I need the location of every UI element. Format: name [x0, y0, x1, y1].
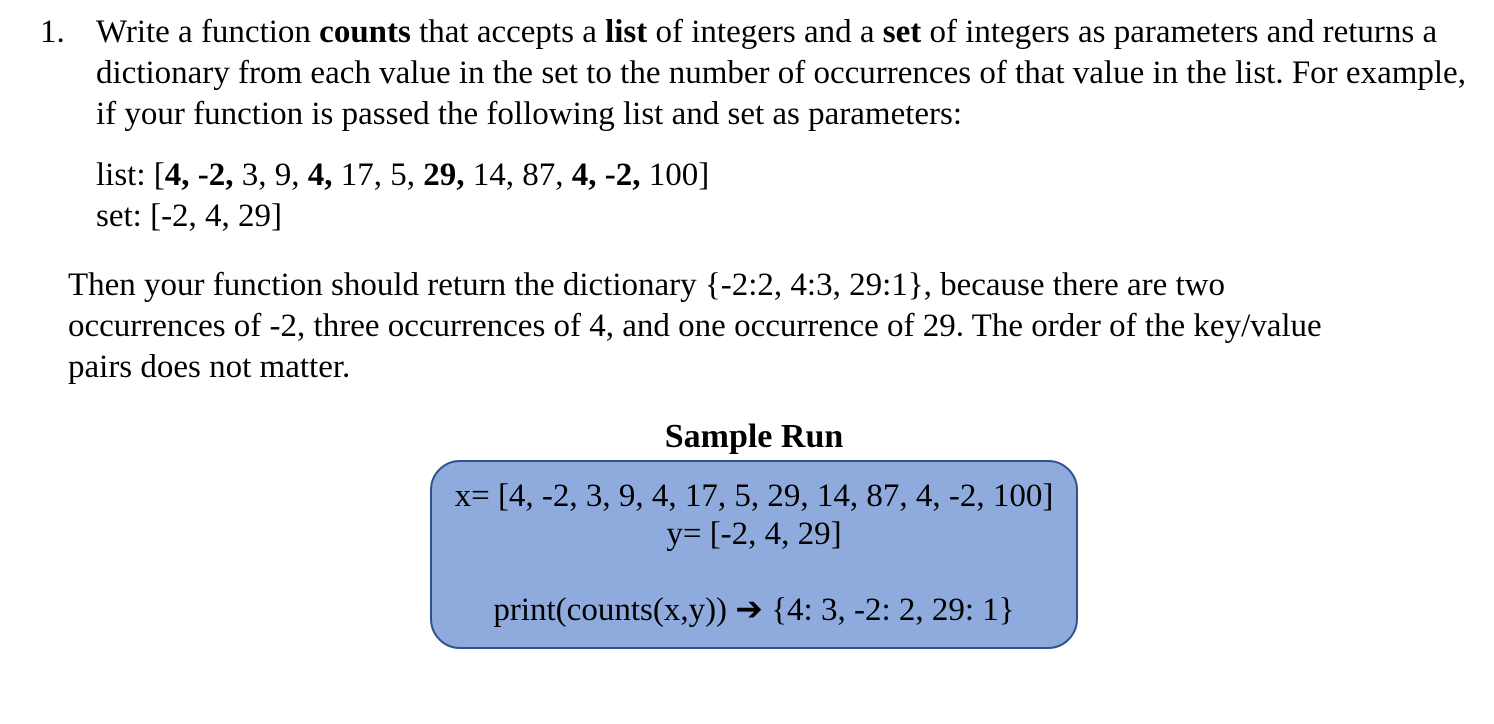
example-block [96, 155, 709, 237]
problem-statement [40, 12, 1470, 135]
list-separator: , [181, 157, 198, 193]
set-keyword: set [882, 14, 922, 50]
list-keyword: list [605, 14, 648, 50]
list-items [165, 157, 699, 193]
list-separator: , [406, 157, 424, 193]
intro-text-2: that accepts a [410, 14, 606, 50]
problem-number: 1. [40, 14, 65, 50]
list-separator: , [456, 157, 473, 193]
list-value: 4 [307, 157, 325, 193]
list-value: 17 [340, 157, 374, 193]
intro-text-4: of integers as parameters and returns a dictionary from each value in the set to the number of occurrences of that value in the list. For example, if your function is passed the following list and set as parameters: [96, 14, 1466, 132]
list-value: 100 [648, 157, 699, 193]
list-separator: , [555, 157, 572, 193]
example-list-line [96, 155, 709, 196]
list-value: 9 [274, 157, 292, 193]
sample-line-y: y= [-2, 4, 29] [666, 516, 842, 552]
function-name: counts [319, 14, 411, 50]
sample-line-x: x= [4, -2, 3, 9, 4, 17, 5, 29, 14, 87, 4, -2, 100] [454, 478, 1054, 514]
list-value: -2 [197, 157, 226, 193]
list-value: 14 [472, 157, 506, 193]
list-value: 3 [241, 157, 259, 193]
list-prefix: list: [ [96, 157, 165, 193]
list-value: 4 [164, 157, 182, 193]
list-value: 87 [522, 157, 556, 193]
list-separator: , [258, 157, 275, 193]
explanation-paragraph: Then your function should return the dictionary {-2:2, 4:3, 29:1}, because there are two occurrences of -2, three occurrences of 4, and one occurrence of 29. The order of the key/value pairs does not matter. [68, 267, 1322, 385]
intro-text-1: Write a function [96, 14, 320, 50]
list-separator: , [373, 157, 391, 193]
list-separator: , [632, 157, 649, 193]
example-set-line: set: [-2, 4, 29] [96, 198, 283, 234]
list-value: 5 [390, 157, 407, 193]
list-value: 4 [571, 157, 589, 193]
list-value: -2 [604, 157, 633, 193]
list-separator: , [225, 157, 242, 193]
sample-run-box [430, 460, 1078, 649]
intro-text-3: of integers and a [647, 14, 883, 50]
sample-line-print: print(counts(x,y)) ➔ {4: 3, -2: 2, 29: 1} [493, 592, 1015, 628]
sample-run-title: Sample Run [664, 418, 844, 455]
list-value: 29 [423, 157, 457, 193]
list-separator: , [291, 157, 308, 193]
list-separator: , [324, 157, 341, 193]
list-separator: , [588, 157, 605, 193]
list-suffix: ] [698, 157, 710, 193]
problem-text [96, 12, 1470, 135]
list-separator: , [505, 157, 523, 193]
